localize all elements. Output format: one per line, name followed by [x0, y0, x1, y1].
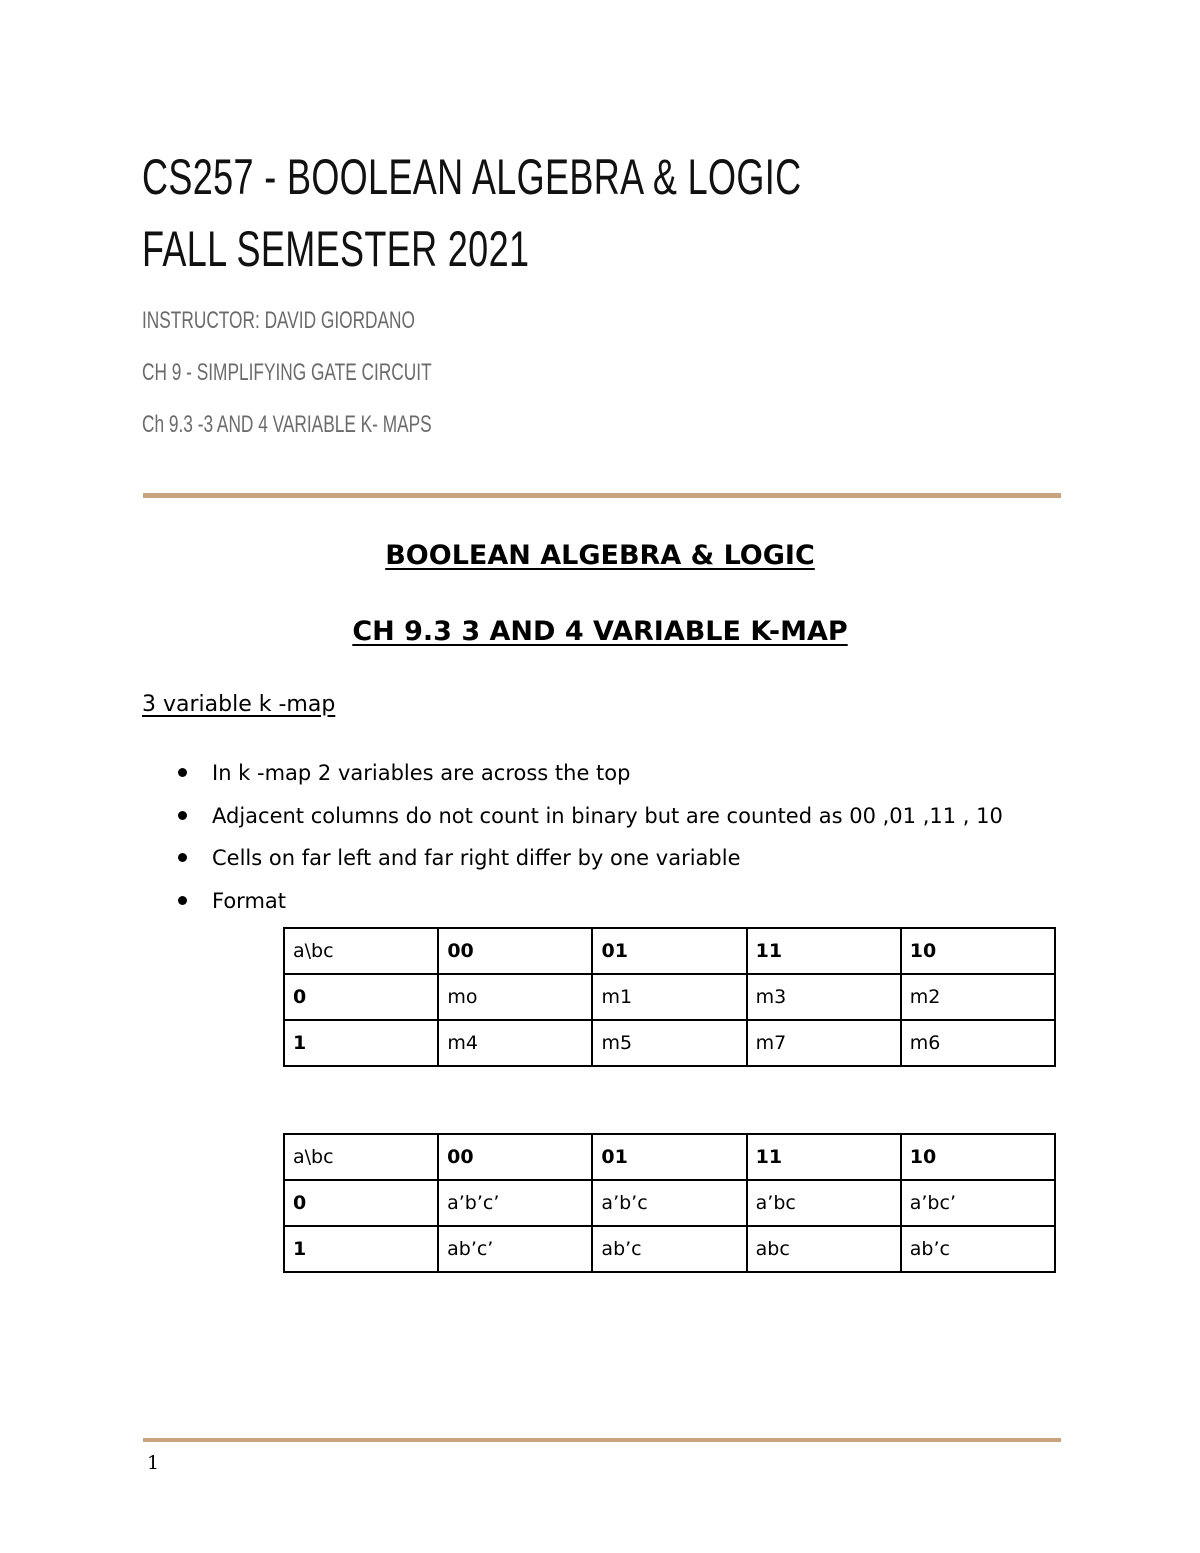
list-item-text: In k -map 2 variables are across the top	[212, 761, 631, 785]
table-header-cell: 00	[438, 1134, 592, 1180]
table-header-cell: 11	[747, 928, 901, 974]
table-row-label: 0	[284, 1180, 438, 1226]
table-cell: a’bc	[747, 1180, 901, 1226]
table-cell: a’bc’	[901, 1180, 1055, 1226]
table-cell: a\bc	[284, 928, 438, 974]
kmap-minterm-table	[283, 927, 1056, 1067]
table-cell: m4	[438, 1020, 592, 1066]
table-header-cell: 11	[747, 1134, 901, 1180]
document-subtitle: FALL SEMESTER 2021	[142, 221, 530, 277]
table-cell: m3	[747, 974, 901, 1020]
table-row-label: 0	[284, 974, 438, 1020]
table-row	[284, 974, 1055, 1020]
bottom-divider	[143, 1438, 1061, 1442]
table-header-cell: 01	[592, 928, 746, 974]
table-cell: a’b’c	[592, 1180, 746, 1226]
table-cell: abc	[747, 1226, 901, 1272]
table-cell: ab’c’	[438, 1226, 592, 1272]
top-divider	[143, 493, 1061, 498]
document-title: CS257 - BOOLEAN ALGEBRA & LOGIC	[142, 149, 802, 205]
table-header-cell: 10	[901, 928, 1055, 974]
bullet-list	[176, 758, 1003, 928]
table-cell: ab’c	[592, 1226, 746, 1272]
table-cell: ab’c	[901, 1226, 1055, 1272]
kmap-expression-table	[283, 1133, 1056, 1273]
page-number: 1	[147, 1452, 160, 1474]
table-cell: a’b’c’	[438, 1180, 592, 1226]
table-row-label: 1	[284, 1226, 438, 1272]
table-header-row	[284, 928, 1055, 974]
section-line: Ch 9.3 -3 AND 4 VARIABLE K- MAPS	[142, 411, 432, 438]
table-row	[284, 1226, 1055, 1272]
bullet-icon	[178, 768, 187, 777]
list-item	[176, 843, 1003, 886]
table-header-cell: 00	[438, 928, 592, 974]
table-cell: a\bc	[284, 1134, 438, 1180]
list-item	[176, 801, 1003, 844]
table-cell: m6	[901, 1020, 1055, 1066]
chapter-line: CH 9 - SIMPLIFYING GATE CIRCUIT	[142, 359, 432, 386]
table-row	[284, 1180, 1055, 1226]
table-header-cell: 10	[901, 1134, 1055, 1180]
bullet-icon	[178, 853, 187, 862]
table-cell: m1	[592, 974, 746, 1020]
subsection-heading: 3 variable k -map	[142, 692, 336, 717]
list-item-text: Cells on far left and far right differ by one variable	[212, 846, 741, 870]
list-item	[176, 758, 1003, 801]
instructor-line: INSTRUCTOR: DAVID GIORDANO	[142, 307, 415, 334]
bullet-icon	[178, 811, 187, 820]
bullet-icon	[178, 896, 187, 905]
table-cell: m2	[901, 974, 1055, 1020]
table-cell: m5	[592, 1020, 746, 1066]
list-item-text: Format	[212, 888, 287, 913]
table-header-row	[284, 1134, 1055, 1180]
table-row	[284, 1020, 1055, 1066]
list-item-text: Adjacent columns do not count in binary but are counted as 00 ,01 ,11 , 10	[212, 803, 1003, 828]
table-cell: m7	[747, 1020, 901, 1066]
table-header-cell: 01	[592, 1134, 746, 1180]
list-item	[176, 886, 1003, 929]
section-heading: BOOLEAN ALGEBRA & LOGIC	[385, 540, 815, 571]
table-cell: mo	[438, 974, 592, 1020]
chapter-heading: CH 9.3 3 AND 4 VARIABLE K-MAP	[352, 616, 848, 647]
table-row-label: 1	[284, 1020, 438, 1066]
